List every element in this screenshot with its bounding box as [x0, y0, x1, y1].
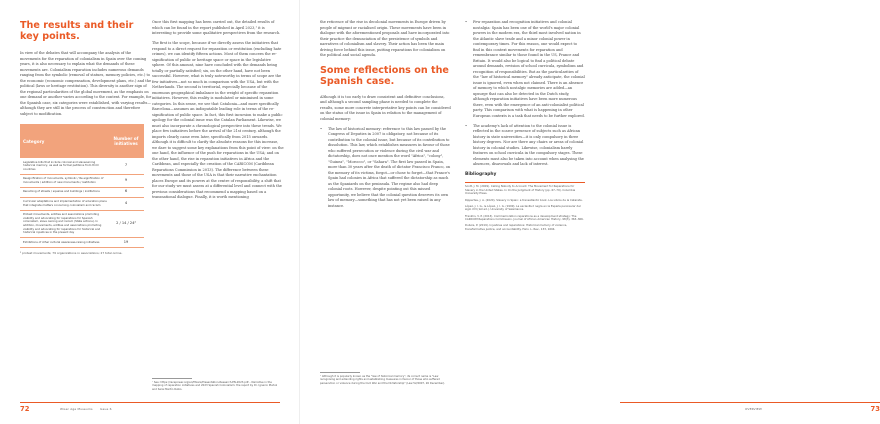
bullet-icon: •: [465, 20, 468, 24]
bibliography-item: Franklin, V. P. (2013). Commemoration reparations as a development strategy: The CARICOM Reparations Commission. Journal of African American History, 98(3), 363–366.: [465, 213, 584, 222]
list-item-text: The law of historical memory: reference to this law passed by the Congress of Deputies in 2007 is obligatory, not because of its contribution to the colonial issue, but because of its contribution to dissolution. This law, which establishes measures in favour of those who suffered persecution or violence during the civil war and dictatorship, does not once mention the word "Africa", "colony", "Guinea", "Morocco", or "Sahara". The first law passed in Spain, more than 30 years after the death of dictator Francisco Franco, on the memory of its victims, forgot—or chose to forget—that France's Spain had colonies in Africa that suffered the dictatorship as much as the Spaniards on the peninsula. The regime also had deep colonial roots. However, despite pointing out this missed opportunity, we believe that the colonial question deserves its own law of memory—something that has not yet been raised in any instance.: [328, 126, 451, 208]
row-number: 9: [124, 178, 128, 183]
table-row: [20, 198, 144, 211]
column-4: [465, 20, 585, 234]
list-item: [465, 20, 585, 119]
body-paragraph: the reticence of the rise in decolonial movements in Europe driven by people of migrant or racialised origin. These movements have been in dialogue with the aforementioned proposals and have incorporated into their practice the denunciation of the persistence of symbols and narratives of colonialism and slavery. Their action has been the main driving force behind this issue, putting reparations for colonialism on the political and social agenda.: [320, 20, 450, 57]
row-number: 2 / 14 / 24²: [116, 221, 136, 226]
section-heading-results: The results and their key points.: [20, 20, 134, 42]
bibliography-item: Scott, J. M. (2009). Calling Nobody to Account: The Movement for Reparations for Slavery in the United States. In On the Judgment of History (pp. 67–79). Columbia University Press.: [465, 184, 576, 196]
right-page: [300, 0, 880, 424]
row-number: 7: [124, 163, 128, 168]
footnote-1: ¹ See: https://racepower.org/en/fitxers/Presentation-Research-EN-2023.pdf... Narrative in the mapping of reparation initiatives and 2023 Spanish Colonialism: the report by Dr. Ignacio Muñoz and Sarai Martín Rubio.: [152, 381, 278, 391]
row-category: Protest movements, entities and associations promoting visibility and advocating for reparations for Spanish colonialism, slave owning and racism (State actions). In addition, movements, entities and associations promoting visibility and advocating for reparations for historical and historical injustices in the present day: [23, 212, 102, 235]
section-label: OVERVIEW: [745, 406, 762, 411]
table-row: [20, 238, 144, 248]
row-category: Legislative bills that include colonial and slaveowning historical memory, as well as formal petitions from third countries: [23, 159, 99, 171]
table-note: ² protest movements; 79 organizations in associations; 27 total online.: [20, 250, 123, 255]
footnote-2: ² Although it is popularly known as the "law of historical memory", its correct name is "Law recognising and extending rights and establishing measures in favour of those who suffered persecution or violence during the Civil War and the Dictatorship" (Law 52/2007, 26 December).: [320, 375, 446, 385]
list-item: [465, 124, 585, 168]
journal-name: Wiser Age Museums: [60, 406, 93, 411]
body-paragraph: Although it is too early to draw consistent and definitive conclusions, and although a second sampling phase is needed to complete the results, some more concrete interpretative key points can be considered on the status of the issue in Spain in relation to the management of colonial memory:: [320, 94, 451, 121]
right-footer: [620, 402, 880, 414]
page-number: 73: [870, 405, 880, 413]
column-2: [152, 20, 284, 205]
row-category: Renaming of streets / squares and buildings / institutions: [23, 189, 100, 194]
bullet-icon: •: [320, 126, 323, 131]
issue-label: Issue 6: [100, 406, 112, 411]
left-footer: [20, 402, 280, 414]
row-category: Curricular adaptations and implementation of education plans that integrate matters concerning colonialism and racism: [23, 199, 107, 207]
table-row: [20, 175, 144, 188]
table-row: [20, 158, 144, 175]
row-category: Resignification of monuments, symbolic / Re-signification of monuments / addition of new monuments / restitution: [23, 176, 104, 184]
row-number: 4: [124, 200, 128, 205]
bibliography-item: López, J. I. G., & López, J. I. G. (1999). La esclavitud negra en la España peninsular del siglo XVI (1st ed.). University of Salamanca.: [465, 203, 581, 212]
page-number: 72: [20, 405, 30, 413]
bibliography-rule: [465, 182, 585, 183]
table-row: [20, 188, 144, 198]
list-item-text: The academy's lack of attention to the colonial issue is reflected in the scarce presence of subjects such as African history in state universities—it is only compulsory in three history degrees. Nor are there any chairs or areas of colonial history in colonial studies. Likewise, colonialism barely features on school curricula in the compulsory stages. These elements must also be taken into account when analysing the absences, disavowals and lack of interest.: [473, 123, 584, 167]
row-number: 6: [124, 189, 128, 194]
header-number: Number of initiatives: [113, 136, 139, 146]
table-row: [20, 211, 144, 239]
list-item-text: Few reparation and recognition initiatives and colonial nostalgia: Spain has been one of the world's major colonial powers in the modern era, the third most involved nation in the Atlantic slave trade and a minor colonial power in contemporary times. For this reason, one would expect to find in this context movements for reparation and remembrance similar to those found in the US, France and Britain. It would also be logical to find a political debate around demands, revision of school curricula, symbolism and recognition of responsibilities. But as the particularities of the "law of historical memory" already anticipate, the colonial issue is ignored, even when not claimed. There is an absence of memory to which nostalgic memories are added—an upsurge that can also be detected in the Dutch study, although reparation initiatives have been more numerous there, even with the emergence of an anti-colonialist political party. This comparison with what is happening in other European contexts is a task that needs to be further explored.: [473, 20, 585, 118]
left-page: [0, 0, 300, 424]
row-number: 19: [123, 239, 129, 244]
footnote-rule: [152, 378, 192, 379]
footer-rule: [620, 402, 880, 403]
header-category: Category: [23, 138, 45, 144]
footnote-rule: [320, 372, 360, 373]
table-header: [20, 124, 144, 158]
row-category: Exhibitions of other cultural awareness-raising initiatives: [23, 239, 100, 244]
bibliography-item: Dubois, P. (2019). Injustices and reparations: Historical memory of violence, transformative justice, and accountability. Harv. L. Rev., 133, 1694.: [465, 223, 568, 231]
bibliography-title: Bibliography: [465, 172, 497, 178]
bullet-icon: •: [465, 123, 468, 128]
section-heading-reflections: Some reflections on the Spanish case.: [320, 64, 449, 87]
column-3: [320, 20, 452, 214]
list-item: [320, 127, 452, 210]
column-1: [20, 20, 152, 256]
body-paragraph: Once this first mapping has been carried out, the detailed results of which can be found in the report published in April 2023,¹ it is interesting to provide some qualitative perspectives from the research.: [152, 20, 281, 35]
initiatives-table: [20, 124, 144, 248]
bibliography-item: Rippertes, J. A. (2020). Slavery in Spain: a transatlantic book. Los Libros de la Catarata.: [465, 197, 583, 202]
body-paragraph: The first is the scope, because if we directly assess the initiatives that respond to a direct request for reparation or restitution (excluding hate crimes), we can identify fifteen actions. Most of them concern the re-signification of public or heritage space or space in the legislative sphere. Of this amount, nine have concluded with the demands being totally or partially satisfied; six, on the other hand, have not been successful. However, what is truly noteworthy in terms of scope are the few initiatives—not so much in comparison with the USA, but with the Netherlands. The second is territorial, especially because of the enormous geographical imbalance in the weight of specific reparation initiatives. However, this reality is modulated or minimised in some categories. In this sense, we see that Catalonia—and more specifically Barcelona—assumes an indisputable leading role in terms of the re-signification of public space. In fact, this first incursion to make a public apology for the colonial issue was the Catalan Parliament. Likewise, we must also incorporate a chronological perspective into these trends. We place few initiatives before the arrival of the 21st century, although the imports clearly came even later, specifically from 2015 onwards. Although it is difficult to clarify the absolute reasons for this increase, we dare to suggest some key explanations from this point of view: on the one hand, the influence of the push for reparations in the USA; and on the other hand, the rise in reparation initiatives in Africa and the Caribbean, and especially the creation of the CARICOM (Caribbean Reparations Commission in 2013). The difference between these movements and those of the USA is that their narrative enchantation places Europe and its powers at the centre of responsibility, a shift that for our study we must assess at a differential level and connect with the previous considerations that recommend a mapping based on a transnational dialogue. Finally, it is worth mentioning: [152, 41, 284, 200]
intro-paragraph: In view of the debates that will accompany the analysis of the movements for the reparation of colonialism in Spain over the coming years, it is also necessary to explain what the demands of these movements are. Colonialism reparation includes numerous demands ranging from the symbolic (removal of statues, memory policies, etc.) to the economic (economic compensation, development plans, etc.) and the political (laws or heritage restitution). This diversity is another sign of the regional particularities of the global movement, as the emphasis on one demand or another varies according to the context. For example, for the Spanish case, six categories were established, with varying results—although they are still in the process of construction and therefore subject to modification.: [20, 51, 152, 116]
footer-rule: [20, 402, 280, 403]
